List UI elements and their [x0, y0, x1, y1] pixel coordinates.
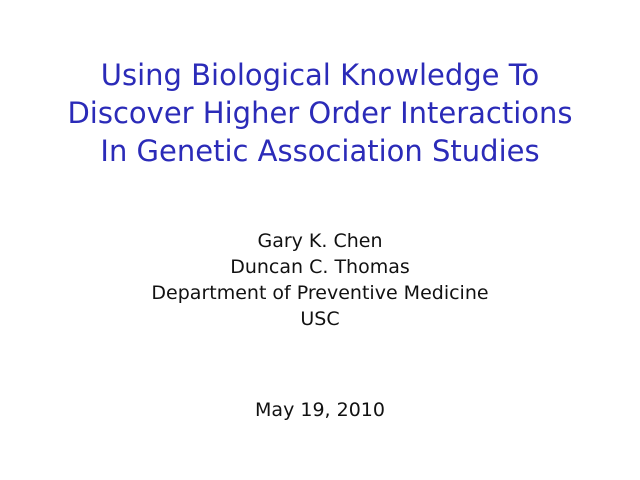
affiliation-institution: USC [300, 308, 340, 330]
title-line-2: Discover Higher Order Interactions [67, 96, 573, 130]
slide-title [0, 56, 640, 170]
title-line-1: Using Biological Knowledge To [100, 58, 540, 92]
author-name-2: Duncan C. Thomas [230, 256, 410, 278]
author-info [0, 228, 640, 332]
affiliation-department: Department of Preventive Medicine [151, 282, 489, 304]
presentation-date: May 19, 2010 [255, 399, 385, 421]
author-name-1: Gary K. Chen [257, 230, 383, 252]
title-line-3: In Genetic Association Studies [100, 134, 540, 168]
